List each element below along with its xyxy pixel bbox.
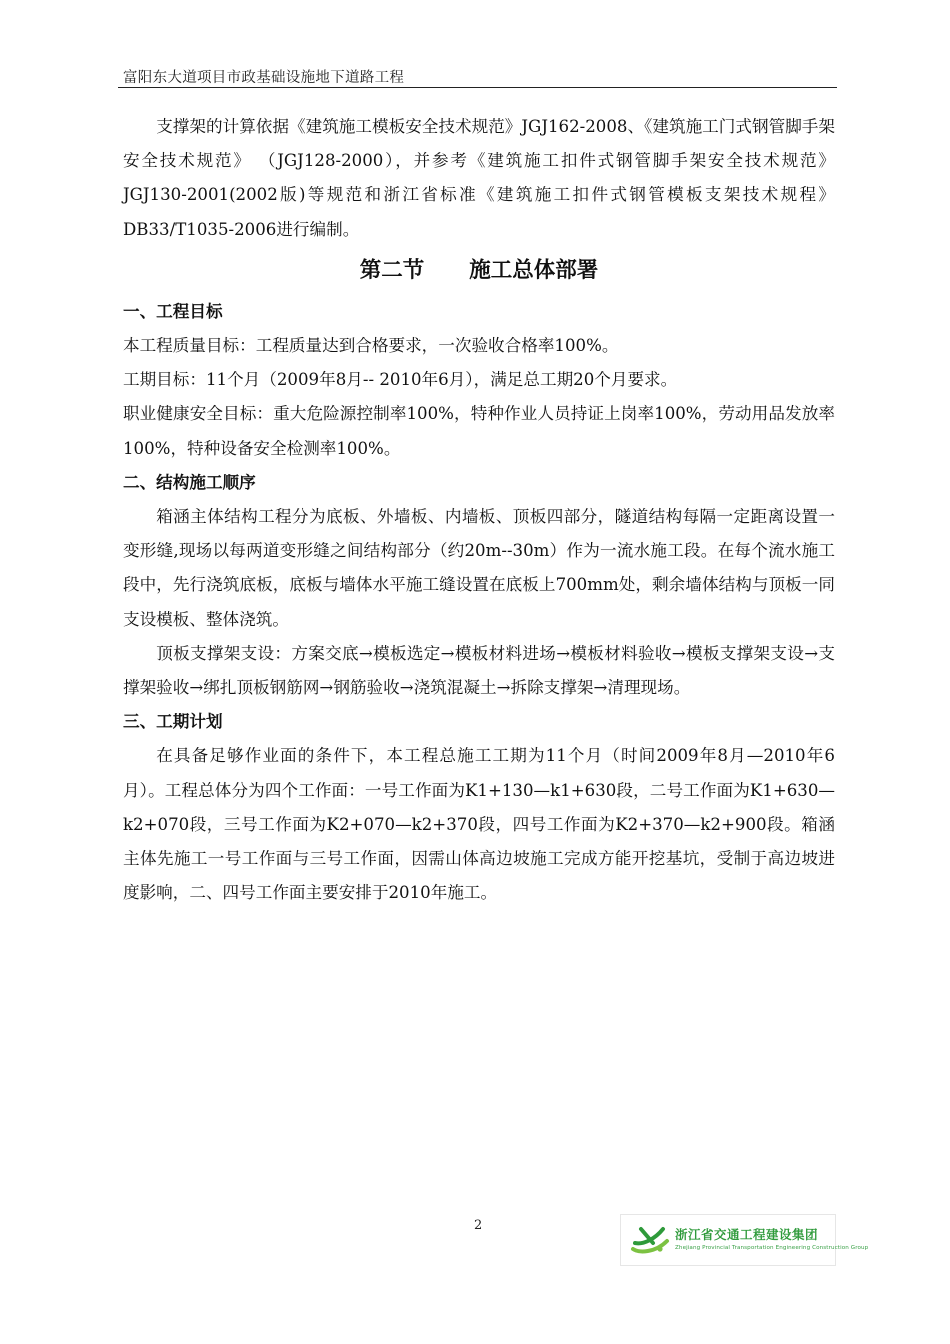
heading-construction-sequence: 二、结构施工顺序 [123, 472, 256, 492]
heading-project-goals: 一、工程目标 [123, 301, 223, 321]
document-body [123, 110, 835, 910]
schedule-goal-paragraph: 工期目标：11个月（2009年8月-- 2010年6月），满足总工期20个月要求。 [123, 370, 678, 390]
safety-goal-paragraph: 职业健康安全目标：重大危险源控制率100%，特种作业人员持证上岗率100%，劳动用品发放率100%，特种设备安全检测率100%。 [123, 404, 835, 458]
support-procedure-paragraph: 顶板支撑架支设：方案交底→模板选定→模板材料进场→模板材料验收→模板支撑架支设→支撑架验收→绑扎顶板钢筋网→钢筋验收→浇筑混凝土→拆除支撑架→清理现场。 [123, 643, 835, 698]
company-logo [620, 1214, 869, 1266]
intro-paragraph: 支撑架的计算依据《建筑施工模板安全技术规范》JGJ162-2008、《建筑施工门式钢管脚手架安全技术规范》 （JGJ128-2000），并参考《建筑施工扣件式钢管脚手架安全技术规范》JGJ130-2001(2002版)等规范和浙江省标准《建筑施工扣件式钢管模板支架技术规程》DB33/T1035-2006进行编制。 [123, 117, 835, 239]
company-logo-icon [629, 1223, 671, 1257]
quality-goal-paragraph: 本工程质量目标：工程质量达到合格要求，一次验收合格率100%。 [123, 336, 619, 356]
company-logo-english: Zhejiang Provincial Transportation Engineering Construction Group [675, 1245, 869, 1251]
header-divider [118, 87, 837, 88]
page-number: 2 [474, 1218, 483, 1233]
structure-sequence-paragraph: 箱涵主体结构工程分为底板、外墙板、内墙板、顶板四部分，隧道结构每隔一定距离设置一变形缝,现场以每两道变形缝之间结构部分（约20m--30m）作为一流水施工段。在每个流水施工段中，先行浇筑底板，底板与墙体水平施工缝设置在底板上700mm处，剩余墙体结构与顶板一同支设模板、整体浇筑。 [123, 507, 835, 629]
heading-schedule-plan: 三、工期计划 [123, 712, 223, 732]
company-logo-name: 浙江省交通工程建设集团 [675, 1227, 819, 1242]
schedule-plan-paragraph: 在具备足够作业面的条件下，本工程总施工工期为11个月（时间2009年8月—2010年6月）。工程总体分为四个工作面：一号工作面为K1+130—k1+630段，二号工作面为K1+630—k2+070段，三号工作面为K2+070—k2+370段，四号工作面为K2+370—k2+900段。箱涵主体先施工一号工作面与三号工作面，因需山体高边坡施工完成方能开挖基坑，受制于高边坡进度影响，二、四号工作面主要安排于2010年施工。 [123, 746, 835, 903]
running-header-title: 富阳东大道项目市政基础设施地下道路工程 [123, 70, 405, 86]
section-title: 第二节 施工总体部署 [359, 257, 599, 283]
